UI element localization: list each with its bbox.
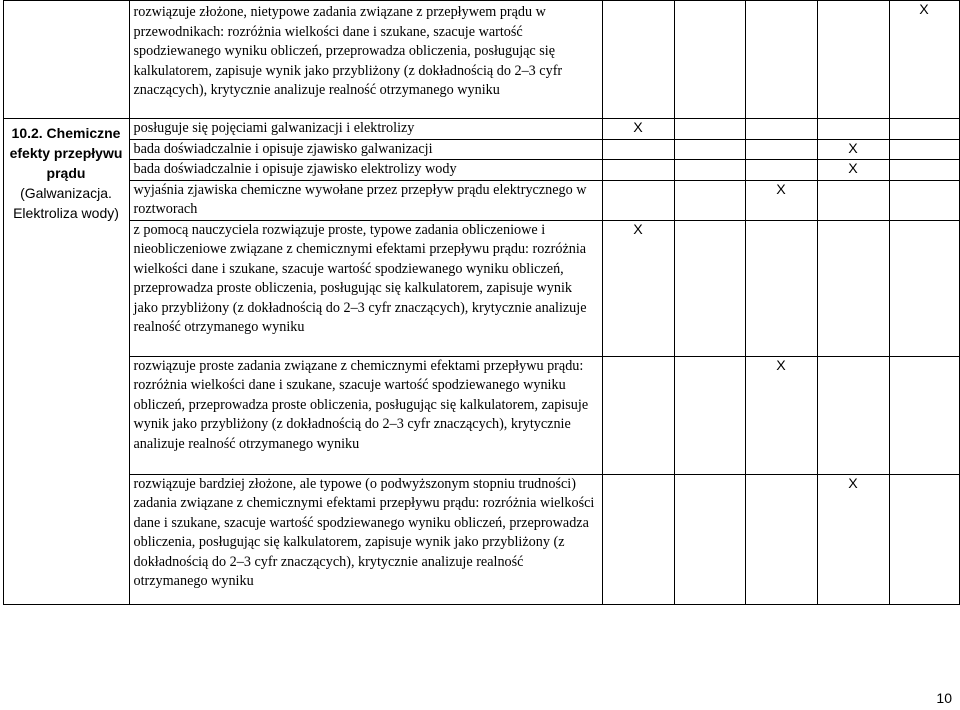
level-4-cell bbox=[817, 160, 889, 181]
left-margin bbox=[0, 220, 3, 356]
section-cell bbox=[3, 119, 129, 605]
left-margin bbox=[0, 356, 3, 474]
table-row bbox=[0, 180, 959, 220]
level-1-cell bbox=[602, 356, 674, 474]
requirement-text: rozwiązuje złożone, nietypowe zadania związane z przepływem prądu w przewodnikach: rozróżnia wielkości dane i szukane, szacuje wartość spodziewanego wyniku obliczeń, przeprowadza obliczenia, posługując się kalkulatorem, zapisuje wynik jako przybliżony (z dokładnością do 2–3 cyfr znaczących), krytycznie analizuje realność otrzymanego wyniku bbox=[129, 1, 602, 119]
requirement-text: rozwiązuje bardziej złożone, ale typowe (o podwyższonym stopniu trudności) zadania związane z chemicznymi efektami przepływu prądu: rozróżnia wielkości dane i szukane, szacuje wartość spodziewanego wyniku obliczeń, przeprowadza obliczenia, posługując się kalkulatorem, zapisuje wynik jako przybliżony (z dokładnością do 2–3 cyfr znaczących), krytycznie analizuje realność otrzymanego wyniku bbox=[129, 474, 602, 604]
requirement-text: z pomocą nauczyciela rozwiązuje proste, typowe zadania obliczeniowe i nieobliczeniowe związane z chemicznymi efektami przepływu prądu: rozróżnia wielkości dane i szukane, szacuje wartość spodziewanego wyniku obliczeń, przeprowadza proste obliczenia, posługując się kalkulatorem, zapisuje wynik jako przybliżony (z dokładnością do 2–3 cyfr znaczących), krytycznie analizuje realność otrzymanego wyniku bbox=[129, 220, 602, 356]
level-5-cell bbox=[889, 474, 959, 604]
level-3-cell bbox=[745, 474, 817, 604]
level-mark: X bbox=[848, 475, 858, 492]
table-row bbox=[0, 474, 959, 604]
level-3-cell bbox=[745, 220, 817, 356]
level-4-cell bbox=[817, 220, 889, 356]
level-mark: X bbox=[919, 2, 929, 18]
level-1-cell bbox=[602, 139, 674, 160]
left-margin bbox=[0, 160, 3, 181]
level-2-cell bbox=[674, 220, 745, 356]
level-3-cell bbox=[745, 356, 817, 474]
level-5-cell bbox=[889, 1, 959, 119]
level-4-cell bbox=[817, 1, 889, 119]
level-5-cell bbox=[889, 180, 959, 220]
level-3-cell bbox=[745, 139, 817, 160]
level-2-cell bbox=[674, 180, 745, 220]
level-5-cell bbox=[889, 139, 959, 160]
level-1-cell bbox=[602, 474, 674, 604]
level-mark: X bbox=[848, 140, 858, 157]
level-5-cell bbox=[889, 160, 959, 181]
level-2-cell bbox=[674, 1, 745, 119]
table-row bbox=[0, 220, 959, 356]
level-4-cell bbox=[817, 180, 889, 220]
section-cell-top bbox=[3, 1, 129, 119]
left-margin bbox=[0, 180, 3, 220]
level-3-cell bbox=[745, 180, 817, 220]
level-5-cell bbox=[889, 356, 959, 474]
level-2-cell bbox=[674, 160, 745, 181]
level-2-cell bbox=[674, 119, 745, 140]
level-mark: X bbox=[848, 161, 858, 177]
level-3-cell bbox=[745, 1, 817, 119]
requirement-text: bada doświadczalnie i opisuje zjawisko elektrolizy wody bbox=[129, 160, 602, 181]
requirement-text: wyjaśnia zjawiska chemiczne wywołane przez przepływ prądu elektrycznego w roztworach bbox=[129, 180, 602, 220]
level-2-cell bbox=[674, 474, 745, 604]
level-4-cell bbox=[817, 119, 889, 140]
level-mark: X bbox=[633, 221, 643, 238]
table-row bbox=[0, 356, 959, 474]
left-margin bbox=[0, 139, 3, 160]
section-title: (Galwanizacja. Elektroliza wody) bbox=[13, 185, 119, 221]
left-margin bbox=[0, 474, 3, 604]
table-row bbox=[0, 119, 959, 140]
level-mark: X bbox=[776, 357, 786, 374]
level-4-cell bbox=[817, 474, 889, 604]
level-2-cell bbox=[674, 356, 745, 474]
table-row bbox=[0, 139, 959, 160]
level-mark: X bbox=[633, 120, 643, 136]
level-1-cell bbox=[602, 180, 674, 220]
table-row bbox=[0, 160, 959, 181]
section-code: 10.2. Chemiczne efekty przepływu prądu bbox=[9, 125, 123, 181]
level-5-cell bbox=[889, 220, 959, 356]
level-4-cell bbox=[817, 356, 889, 474]
level-1-cell bbox=[602, 1, 674, 119]
level-4-cell bbox=[817, 139, 889, 160]
requirement-text: posługuje się pojęciami galwanizacji i elektrolizy bbox=[129, 119, 602, 140]
page-number: 10 bbox=[936, 690, 952, 706]
requirement-text: bada doświadczalnie i opisuje zjawisko galwanizacji bbox=[129, 139, 602, 160]
requirement-text: rozwiązuje proste zadania związane z chemicznymi efektami przepływu prądu: rozróżnia wielkości dane i szukane, szacuje wartość spodziewanego wyniku obliczeń, przeprowadza proste obliczenia, posługując się kalkulatorem, zapisuje wynik jako przybliżony (z dokładnością do 2–3 cyfr znaczących), krytycznie analizuje realność otrzymanego wyniku bbox=[129, 356, 602, 474]
level-mark: X bbox=[776, 181, 786, 198]
level-1-cell bbox=[602, 160, 674, 181]
level-5-cell bbox=[889, 119, 959, 140]
level-2-cell bbox=[674, 139, 745, 160]
table-row bbox=[0, 1, 959, 119]
level-1-cell bbox=[602, 119, 674, 140]
level-1-cell bbox=[602, 220, 674, 356]
level-3-cell bbox=[745, 160, 817, 181]
level-3-cell bbox=[745, 119, 817, 140]
